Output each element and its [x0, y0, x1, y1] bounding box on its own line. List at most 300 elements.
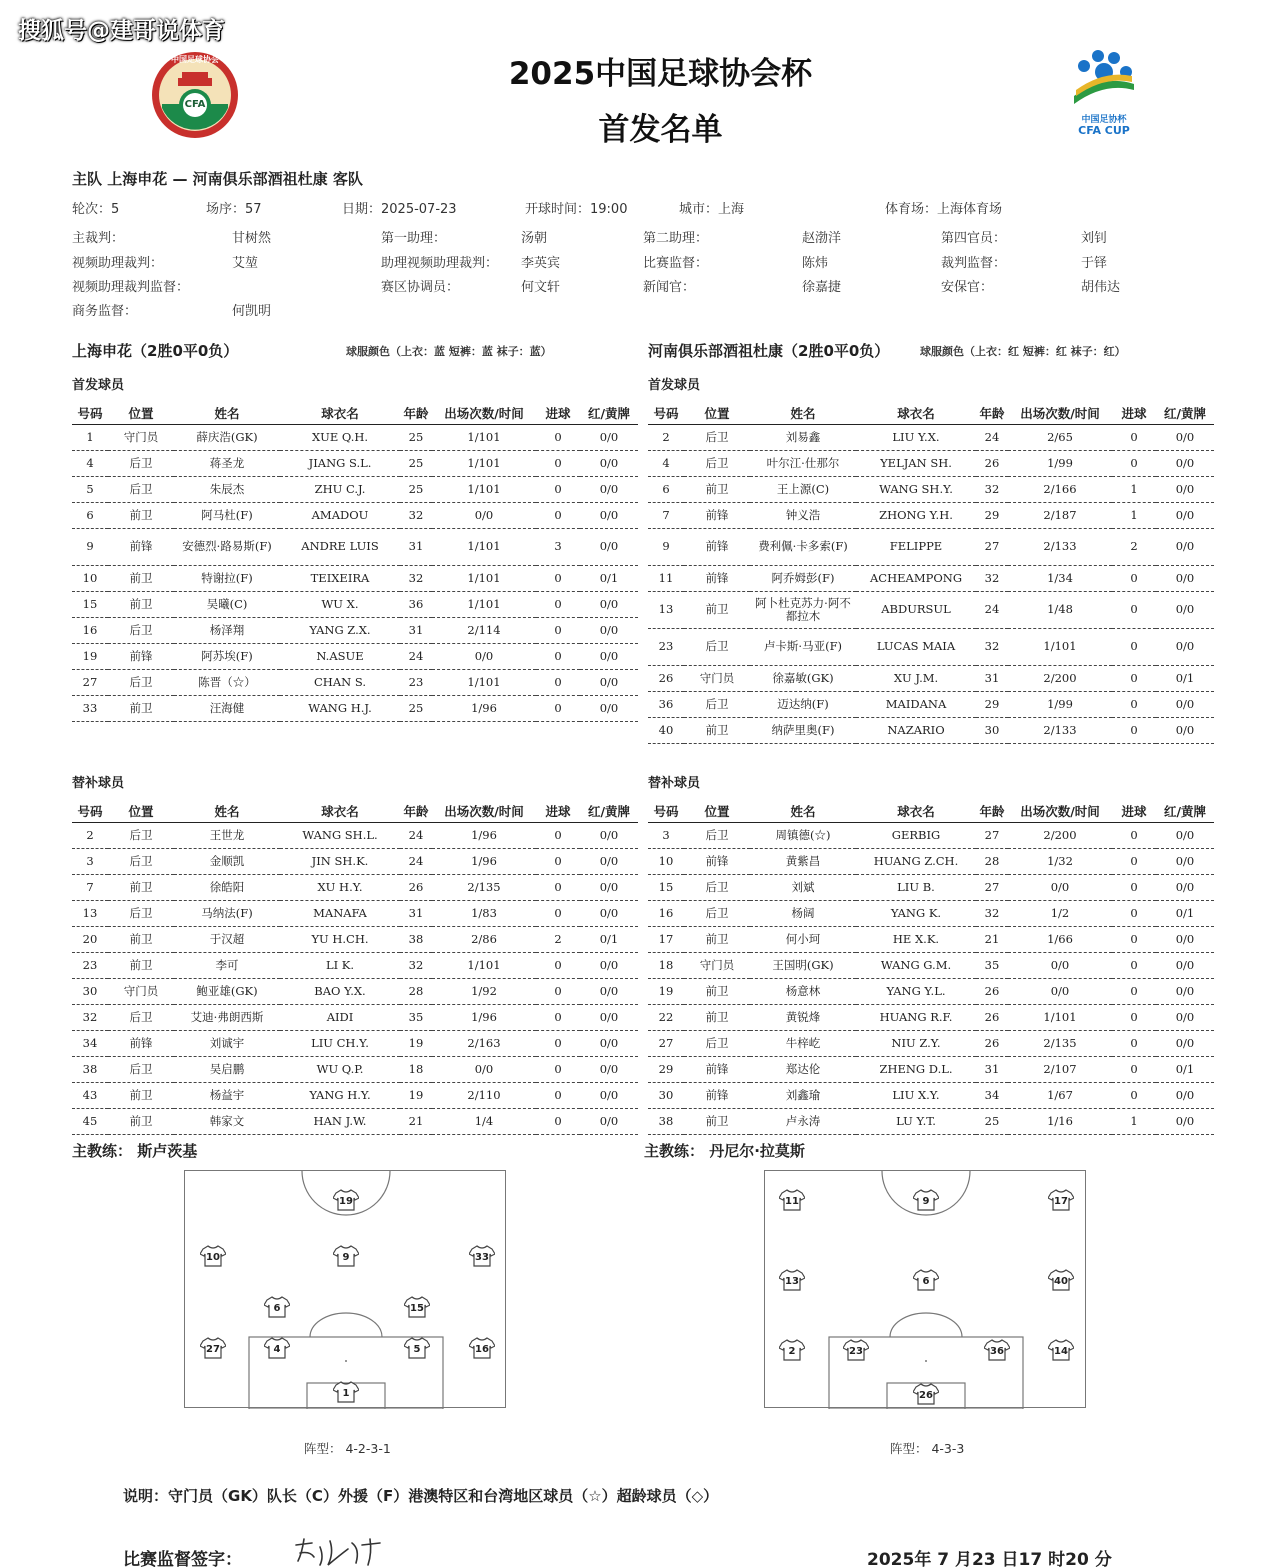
appearances: 1/101: [432, 528, 536, 565]
goals: 0: [1112, 822, 1156, 848]
player-row: [72, 1004, 638, 1030]
official-name: 何凯明: [232, 304, 272, 319]
player-position: 前卫: [684, 926, 750, 952]
player-row: [72, 617, 638, 643]
player-number: 19: [72, 643, 108, 669]
jersey-icon: [779, 1189, 805, 1211]
player-row: [72, 450, 638, 476]
column-header: 位置: [108, 402, 174, 424]
player-number: 15: [72, 591, 108, 617]
player-name: 阿卜杜克苏力·阿不都拉木: [750, 591, 856, 628]
shirt-name: LIU X.Y.: [856, 1082, 976, 1108]
player-age: 26: [976, 450, 1008, 476]
jersey-icon: [333, 1381, 359, 1403]
player-position: 前锋: [108, 643, 174, 669]
shirt-name: JIN SH.K.: [280, 848, 400, 874]
official-role: 第四官员：: [941, 231, 1007, 246]
goals: 0: [536, 1082, 580, 1108]
player-row: [648, 1056, 1214, 1082]
appearances: 2/86: [432, 926, 536, 952]
column-header: 出场次数/时间: [1008, 402, 1112, 424]
appearances: 0/0: [432, 1056, 536, 1082]
column-header: 红/黄牌: [1156, 800, 1214, 822]
shirt-name: WANG SH.Y.: [856, 476, 976, 502]
shirt-name: XU H.Y.: [280, 874, 400, 900]
official-name: 赵渤洋: [802, 231, 842, 246]
info-match-no: 场序：57: [206, 202, 262, 217]
column-header: 年龄: [976, 800, 1008, 822]
player-age: 28: [400, 978, 432, 1004]
jersey-number: 40: [1054, 1276, 1068, 1287]
away-coach: 主教练： 丹尼尔·拉莫斯: [644, 1142, 805, 1160]
column-header: 进球: [536, 800, 580, 822]
official-name: 刘钊: [1081, 231, 1108, 246]
player-name: 王国明(GK): [750, 952, 856, 978]
cards: 0/1: [1156, 900, 1214, 926]
official-name: 艾堃: [232, 256, 259, 271]
column-header: 球衣名: [856, 402, 976, 424]
player-number: 23: [72, 952, 108, 978]
document-title: 2025中国足球协会杯: [508, 56, 813, 92]
player-name: 郑达伦: [750, 1056, 856, 1082]
player-row: [648, 691, 1214, 717]
player-position: 后卫: [684, 691, 750, 717]
player-row: [72, 669, 638, 695]
player-number: 9: [648, 528, 684, 565]
cards: 0/1: [1156, 665, 1214, 691]
goals: 3: [536, 528, 580, 565]
column-header: 进球: [1112, 800, 1156, 822]
column-header: 红/黄牌: [1156, 402, 1214, 424]
cards: 0/0: [1156, 978, 1214, 1004]
player-number: 38: [648, 1108, 684, 1134]
shirt-name: YU H.CH.: [280, 926, 400, 952]
column-header: 姓名: [750, 800, 856, 822]
player-position: 前卫: [684, 1004, 750, 1030]
player-number: 36: [648, 691, 684, 717]
home-subs-table: [72, 800, 638, 1135]
player-name: 阿马杜(F): [174, 502, 280, 528]
player-row: [648, 1108, 1214, 1134]
jersey-icon: [913, 1269, 939, 1291]
appearances: 1/67: [1008, 1082, 1112, 1108]
signature-label: 比赛监督签字：: [123, 1550, 242, 1568]
player-row: [72, 848, 638, 874]
appearances: 1/99: [1008, 450, 1112, 476]
player-age: 32: [400, 952, 432, 978]
shirt-name: WANG SH.L.: [280, 822, 400, 848]
player-name: 牛梓屹: [750, 1030, 856, 1056]
player-position: 后卫: [108, 1004, 174, 1030]
shirt-name: WU X.: [280, 591, 400, 617]
appearances: 1/101: [1008, 1004, 1112, 1030]
appearances: 1/34: [1008, 565, 1112, 591]
shirt-name: MAIDANA: [856, 691, 976, 717]
player-age: 27: [976, 874, 1008, 900]
player-row: [648, 450, 1214, 476]
player-age: 24: [400, 848, 432, 874]
goals: 0: [536, 848, 580, 874]
goals: 1: [1112, 1108, 1156, 1134]
jersey-icon: [404, 1337, 430, 1359]
cards: 0/0: [580, 424, 638, 450]
player-name: 钟义浩: [750, 502, 856, 528]
goals: 0: [536, 424, 580, 450]
cfa-cup-en: CFA CUP: [1078, 124, 1130, 137]
goals: 0: [1112, 628, 1156, 665]
goals: 0: [536, 476, 580, 502]
player-position: 前锋: [684, 1056, 750, 1082]
player-number: 4: [72, 450, 108, 476]
player-number: 16: [648, 900, 684, 926]
player-number: 38: [72, 1056, 108, 1082]
official-role: 视频助理裁判：: [72, 256, 164, 271]
shirt-name: LU Y.T.: [856, 1108, 976, 1134]
cards: 0/0: [580, 502, 638, 528]
player-position: 前锋: [684, 848, 750, 874]
goals: 0: [536, 695, 580, 721]
player-number: 4: [648, 450, 684, 476]
cards: 0/0: [1156, 591, 1214, 628]
table-header-row: [648, 402, 1214, 424]
goals: 0: [536, 900, 580, 926]
cards: 0/1: [1156, 1056, 1214, 1082]
player-number: 10: [72, 565, 108, 591]
player-position: 后卫: [684, 900, 750, 926]
player-age: 24: [400, 822, 432, 848]
official-role: 安保官：: [941, 280, 994, 295]
player-position: 守门员: [108, 978, 174, 1004]
player-position: 前锋: [684, 1082, 750, 1108]
player-row: [72, 565, 638, 591]
jersey-number: 23: [849, 1346, 863, 1357]
shirt-name: ZHU C.J.: [280, 476, 400, 502]
away-team-name: 河南俱乐部酒祖杜康（2胜0平0负）: [648, 342, 890, 360]
appearances: 1/101: [432, 565, 536, 591]
shirt-name: HE X.K.: [856, 926, 976, 952]
jersey-icon: [200, 1337, 226, 1359]
column-header: 号码: [72, 800, 108, 822]
goals: 0: [536, 822, 580, 848]
appearances: 1/48: [1008, 591, 1112, 628]
column-header: 姓名: [750, 402, 856, 424]
cfa-logo-initials: CFA: [184, 99, 206, 110]
cards: 0/0: [580, 528, 638, 565]
player-name: 徐嘉敏(GK): [750, 665, 856, 691]
shirt-name: HUANG R.F.: [856, 1004, 976, 1030]
cards: 0/1: [580, 926, 638, 952]
appearances: 2/200: [1008, 822, 1112, 848]
player-row: [72, 1030, 638, 1056]
legend-notes: 说明：守门员（GK）队长（C）外援（F）港澳特区和台湾地区球员（☆）超龄球员（◇）: [123, 1487, 719, 1505]
player-name: 吴启鹏: [174, 1056, 280, 1082]
player-name: 王上源(C): [750, 476, 856, 502]
player-number: 15: [648, 874, 684, 900]
player-position: 前卫: [108, 1108, 174, 1134]
jersey-number: 26: [919, 1390, 933, 1401]
appearances: 2/187: [1008, 502, 1112, 528]
shirt-name: WANG H.J.: [280, 695, 400, 721]
column-header: 红/黄牌: [580, 800, 638, 822]
goals: 0: [1112, 450, 1156, 476]
cards: 0/0: [580, 848, 638, 874]
goals: 0: [1112, 848, 1156, 874]
player-age: 32: [976, 476, 1008, 502]
shirt-name: YANG H.Y.: [280, 1082, 400, 1108]
player-row: [648, 628, 1214, 665]
goals: 0: [536, 1004, 580, 1030]
appearances: 0/0: [432, 502, 536, 528]
official-role: 赛区协调员：: [381, 280, 460, 295]
cards: 0/0: [1156, 691, 1214, 717]
player-age: 24: [400, 643, 432, 669]
appearances: 1/2: [1008, 900, 1112, 926]
player-row: [648, 665, 1214, 691]
player-position: 后卫: [684, 1030, 750, 1056]
official-role: 新闻官：: [643, 280, 696, 295]
appearances: 1/101: [432, 424, 536, 450]
player-row: [648, 502, 1214, 528]
cards: 0/0: [1156, 528, 1214, 565]
player-row: [648, 900, 1214, 926]
info-venue: 体育场：上海体育场: [885, 202, 1003, 217]
jersey-icon: [1048, 1339, 1074, 1361]
player-position: 前卫: [108, 695, 174, 721]
column-header: 位置: [684, 402, 750, 424]
official-role: 裁判监督：: [941, 256, 1007, 271]
goals: 0: [1112, 900, 1156, 926]
column-header: 号码: [648, 800, 684, 822]
appearances: 1/101: [432, 476, 536, 502]
cards: 0/0: [580, 643, 638, 669]
away-subs-label: 替补球员: [648, 776, 701, 791]
official-name: 李英宾: [521, 256, 561, 271]
cards: 0/0: [580, 1108, 638, 1134]
official-name: 汤朝: [521, 231, 548, 246]
home-formation-pitch: [184, 1170, 506, 1408]
shirt-name: BAO Y.X.: [280, 978, 400, 1004]
player-age: 23: [400, 669, 432, 695]
cards: 0/0: [1156, 1030, 1214, 1056]
home-starters-table: [72, 402, 638, 722]
appearances: 0/0: [1008, 952, 1112, 978]
goals: 0: [1112, 717, 1156, 743]
jersey-number: 2: [788, 1346, 796, 1357]
official-name: 陈炜: [802, 256, 829, 271]
player-name: 陈晋（☆）: [174, 669, 280, 695]
home-formation: 阵型： 4-2-3-1: [304, 1441, 391, 1456]
shirt-name: XU J.M.: [856, 665, 976, 691]
player-age: 29: [976, 691, 1008, 717]
player-row: [648, 591, 1214, 628]
goals: 0: [536, 643, 580, 669]
player-position: 前锋: [108, 1030, 174, 1056]
player-position: 前卫: [108, 874, 174, 900]
goals: 0: [536, 978, 580, 1004]
shirt-name: AMADOU: [280, 502, 400, 528]
goals: 0: [1112, 926, 1156, 952]
player-number: 20: [72, 926, 108, 952]
player-row: [72, 424, 638, 450]
goals: 1: [1112, 476, 1156, 502]
jersey-number: 6: [273, 1303, 281, 1314]
appearances: 2/135: [432, 874, 536, 900]
player-row: [72, 926, 638, 952]
table-header-row: [72, 800, 638, 822]
jersey-icon: [469, 1337, 495, 1359]
player-age: 25: [976, 1108, 1008, 1134]
table-header-row: [72, 402, 638, 424]
player-age: 29: [976, 502, 1008, 528]
player-number: 43: [72, 1082, 108, 1108]
goals: 0: [1112, 1030, 1156, 1056]
player-position: 守门员: [684, 665, 750, 691]
jersey-number: 13: [785, 1276, 799, 1287]
player-age: 26: [976, 1030, 1008, 1056]
player-name: 特谢拉(F): [174, 565, 280, 591]
player-position: 前卫: [108, 502, 174, 528]
jersey-number: 10: [206, 1252, 220, 1263]
jersey-icon: [1048, 1269, 1074, 1291]
shirt-name: WANG G.M.: [856, 952, 976, 978]
appearances: 1/32: [1008, 848, 1112, 874]
jersey-icon: [264, 1296, 290, 1318]
appearances: 2/166: [1008, 476, 1112, 502]
jersey-icon: [913, 1189, 939, 1211]
jersey-number: 11: [785, 1196, 799, 1207]
official-role: 主裁判：: [72, 231, 125, 246]
player-row: [72, 1108, 638, 1134]
shirt-name: LIU B.: [856, 874, 976, 900]
player-number: 30: [648, 1082, 684, 1108]
cards: 0/0: [580, 695, 638, 721]
cards: 0/0: [580, 669, 638, 695]
cards: 0/0: [580, 1004, 638, 1030]
player-row: [648, 476, 1214, 502]
player-row: [72, 476, 638, 502]
shirt-name: ZHENG D.L.: [856, 1056, 976, 1082]
player-name: 马纳法(F): [174, 900, 280, 926]
cards: 0/0: [580, 450, 638, 476]
appearances: 1/4: [432, 1108, 536, 1134]
player-age: 31: [400, 617, 432, 643]
shirt-name: NAZARIO: [856, 717, 976, 743]
jersey-icon: [264, 1337, 290, 1359]
player-name: 卢卡斯·马亚(F): [750, 628, 856, 665]
cards: 0/1: [580, 565, 638, 591]
player-number: 13: [72, 900, 108, 926]
jersey-icon: [1048, 1189, 1074, 1211]
player-position: 后卫: [108, 848, 174, 874]
jersey-icon: [333, 1245, 359, 1267]
official-name: 徐嘉捷: [802, 280, 842, 295]
cards: 0/0: [1156, 874, 1214, 900]
away-subs-table: [648, 800, 1214, 1135]
player-age: 19: [400, 1030, 432, 1056]
cards: 0/0: [580, 1082, 638, 1108]
column-header: 出场次数/时间: [1008, 800, 1112, 822]
official-role: 比赛监督：: [643, 256, 709, 271]
player-age: 38: [400, 926, 432, 952]
appearances: 1/96: [432, 1004, 536, 1030]
player-row: [648, 565, 1214, 591]
appearances: 1/83: [432, 900, 536, 926]
column-header: 进球: [1112, 402, 1156, 424]
player-row: [648, 874, 1214, 900]
player-name: 薛庆浩(GK): [174, 424, 280, 450]
goals: 0: [536, 1108, 580, 1134]
player-number: 16: [72, 617, 108, 643]
goals: 0: [536, 952, 580, 978]
shirt-name: MANAFA: [280, 900, 400, 926]
goals: 0: [1112, 424, 1156, 450]
player-name: 刘斌: [750, 874, 856, 900]
appearances: 1/101: [1008, 628, 1112, 665]
player-number: 1: [72, 424, 108, 450]
player-age: 31: [976, 665, 1008, 691]
player-age: 31: [976, 1056, 1008, 1082]
player-row: [72, 900, 638, 926]
player-age: 19: [400, 1082, 432, 1108]
player-name: 安德烈·路易斯(F): [174, 528, 280, 565]
player-name: 刘诚宇: [174, 1030, 280, 1056]
goals: 0: [536, 874, 580, 900]
player-name: 叶尔江·仕那尔: [750, 450, 856, 476]
goals: 0: [1112, 1004, 1156, 1030]
jersey-number: 16: [475, 1344, 489, 1355]
shirt-name: XUE Q.H.: [280, 424, 400, 450]
column-header: 球衣名: [856, 800, 976, 822]
player-row: [72, 502, 638, 528]
player-age: 25: [400, 695, 432, 721]
official-role: 第二助理：: [643, 231, 709, 246]
player-position: 前卫: [684, 1108, 750, 1134]
cards: 0/0: [580, 476, 638, 502]
cfa-cup-cn: 中国足协杯: [1081, 115, 1127, 125]
goals: 0: [1112, 1056, 1156, 1082]
column-header: 号码: [648, 402, 684, 424]
shirt-name: YANG Y.L.: [856, 978, 976, 1004]
player-name: 徐皓阳: [174, 874, 280, 900]
appearances: 1/16: [1008, 1108, 1112, 1134]
goals: 0: [536, 591, 580, 617]
player-row: [72, 978, 638, 1004]
shirt-name: ANDRE LUIS: [280, 528, 400, 565]
shirt-name: LIU Y.X.: [856, 424, 976, 450]
column-header: 年龄: [976, 402, 1008, 424]
cards: 0/0: [1156, 1108, 1214, 1134]
handwritten-signature: [290, 1535, 390, 1568]
shirt-name: JIANG S.L.: [280, 450, 400, 476]
info-kickoff: 开球时间：19:00: [525, 202, 628, 217]
goals: 0: [1112, 565, 1156, 591]
shirt-name: CHAN S.: [280, 669, 400, 695]
cards: 0/0: [1156, 848, 1214, 874]
player-age: 24: [976, 591, 1008, 628]
appearances: 2/135: [1008, 1030, 1112, 1056]
player-age: 32: [400, 565, 432, 591]
cards: 0/0: [580, 591, 638, 617]
goals: 0: [536, 1056, 580, 1082]
player-name: 于汉超: [174, 926, 280, 952]
official-name: 于铎: [1081, 256, 1108, 271]
appearances: 2/200: [1008, 665, 1112, 691]
jersey-number: 1: [342, 1388, 350, 1399]
player-number: 9: [72, 528, 108, 565]
player-number: 32: [72, 1004, 108, 1030]
player-row: [648, 848, 1214, 874]
player-position: 后卫: [108, 900, 174, 926]
